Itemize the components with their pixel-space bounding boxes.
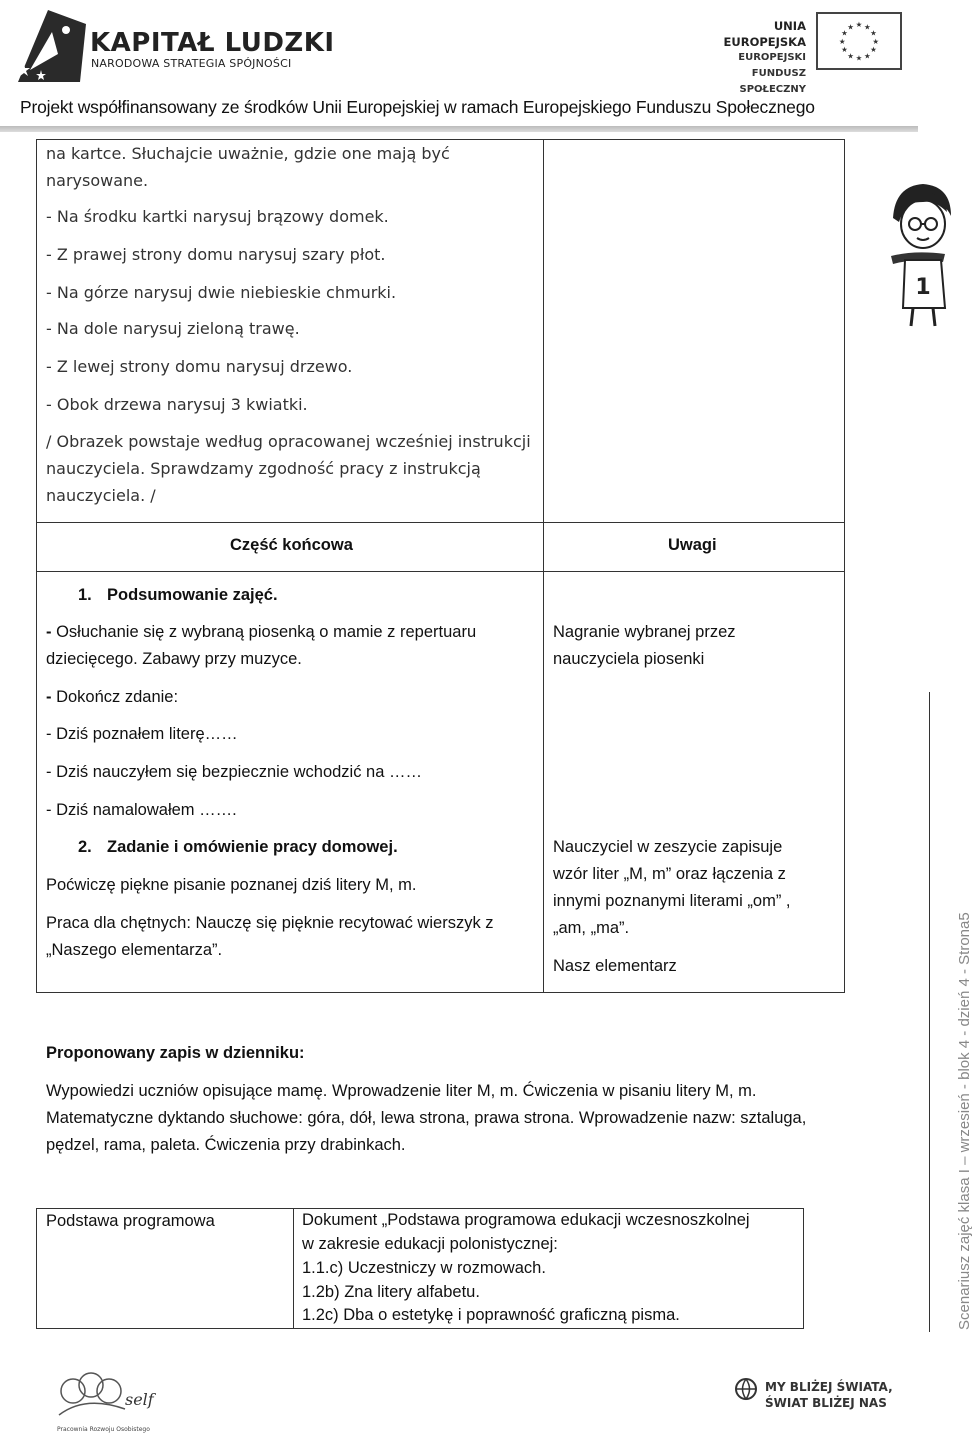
- project-funding-line: Projekt współfinansowany ze środków Unii Europejskiej w ramach Europejskiego Funduszu Społecznego: [20, 97, 815, 117]
- activity-line: / Obrazek powstaje według opracowanej wcześniej instrukcji: [46, 432, 531, 451]
- kapital-ludzki-logo: [8, 4, 88, 84]
- eu-star-icon: ★: [872, 36, 880, 46]
- eu-star-icon: ★: [870, 28, 877, 38]
- finish-sentence-label: [46, 684, 178, 711]
- eu-star-icon: ★: [847, 51, 854, 61]
- curriculum-line-2: w zakresie edukacji polonistycznej:: [302, 1235, 558, 1253]
- journal-line-1: Wypowiedzi uczniów opisujące mamę. Wprowadzenie liter M, m. Ćwiczenia w pisaniu litery M, m.: [46, 1082, 757, 1100]
- homework-2-line-2: „Naszego elementarza”.: [46, 941, 223, 959]
- curr-border-left: [36, 1208, 37, 1329]
- curriculum-line-4: 1.2b) Zna litery alfabetu.: [302, 1283, 480, 1301]
- eu-line-3: FUNDUSZ SPOŁECZNY: [739, 68, 806, 95]
- item-2-number: 2.: [78, 838, 92, 856]
- finish-text: Dokończ zdanie:: [51, 688, 179, 706]
- finish-dash: -: [46, 688, 52, 706]
- item-2-title: Zadanie i omówienie pracy domowej.: [107, 838, 398, 856]
- song-line-2: dziecięcego. Zabawy przy muzyce.: [46, 650, 302, 668]
- eu-star-icon: ★: [838, 36, 846, 46]
- activity-line: - Na środku kartki narysuj brązowy domek.: [46, 207, 389, 226]
- table-row-divider-2: [36, 571, 845, 572]
- table-row-divider-1: [36, 522, 845, 523]
- side-vertical-rule: [929, 692, 930, 1332]
- eu-text-block: [690, 18, 806, 98]
- globe-icon: [735, 1374, 757, 1404]
- note-hw-line-3: innymi poznanymi literami „om” ,: [553, 892, 791, 910]
- eu-star-icon: ★: [847, 22, 854, 32]
- mascot-number: 1: [915, 275, 931, 300]
- side-running-text: Scenariusz zajęć klasa I – wrzesień - blok 4 - dzień 4 - Strona5: [956, 912, 973, 1330]
- activity-line: - Z lewej strony domu narysuj drzewo.: [46, 357, 353, 376]
- motto-line-1: MY BLIŻEJ ŚWIATA,: [765, 1380, 893, 1394]
- self-logo: [55, 1365, 165, 1435]
- curr-column-divider: [293, 1208, 294, 1329]
- item-1-title: Podsumowanie zajęć.: [107, 586, 278, 604]
- activity-line: nauczyciela. Sprawdzamy zgodność pracy z instrukcją: [46, 459, 481, 478]
- pupil-mascot-icon: [885, 178, 957, 328]
- sentence-2: - Dziś nauczyłem się bezpiecznie wchodzić na ……: [46, 763, 422, 781]
- self-caption: Pracownia Rozwoju Osobistego: [57, 1426, 150, 1433]
- table-column-divider: [543, 139, 544, 993]
- table-border-left: [36, 139, 37, 993]
- activity-line: nauczyciela. /: [46, 486, 156, 505]
- eu-star-icon: ★: [864, 22, 871, 32]
- eu-line-2: EUROPEJSKI: [738, 52, 806, 63]
- curr-border-right: [803, 1208, 804, 1329]
- motto-line-2: ŚWIAT BLIŻEJ NAS: [765, 1396, 887, 1410]
- journal-line-3: pędzel, rama, paleta. Ćwiczenia przy drabinkach.: [46, 1136, 406, 1154]
- note-hw-line-2: wzór liter „M, m” oraz łączenia z: [553, 865, 786, 883]
- activity-line: - Obok drzewa narysuj 3 kwiatki.: [46, 395, 308, 414]
- final-part-header: Część końcowa: [230, 536, 353, 554]
- note-hw-line-4: „am, „ma”.: [553, 919, 630, 937]
- activity-line: - Z prawej strony domu narysuj szary płot.: [46, 245, 386, 264]
- activity-line: - Na dole narysuj zieloną trawę.: [46, 319, 300, 338]
- curr-border-bottom: [36, 1328, 804, 1329]
- notes-header: Uwagi: [668, 536, 717, 554]
- activity-line: - Na górze narysuj dwie niebieskie chmurki.: [46, 283, 397, 302]
- curriculum-line-5: 1.2c) Dba o estetykę i poprawność graficzną pisma.: [302, 1306, 680, 1324]
- sentence-1: - Dziś poznałem literę……: [46, 725, 238, 743]
- self-mark: self: [125, 1390, 154, 1409]
- homework-2-line-1: Praca dla chętnych: Nauczę się pięknie recytować wierszyk z: [46, 914, 494, 932]
- homework-1: Poćwiczę piękne pisanie poznanej dziś litery M, m.: [46, 876, 417, 894]
- table-border-bottom: [36, 992, 845, 993]
- journal-title: Proponowany zapis w dzienniku:: [46, 1044, 305, 1062]
- side-running-text-container: [936, 700, 973, 1330]
- song-text-1: Osłuchanie się z wybraną piosenką o mamie z repertuaru: [51, 623, 477, 641]
- note-hw-line-1: Nauczyciel w zeszycie zapisuje: [553, 838, 783, 856]
- eu-flag-icon: [816, 12, 902, 70]
- eu-star-icon: ★: [841, 45, 848, 55]
- header-divider: [0, 126, 918, 132]
- eu-star-icon: ★: [855, 53, 863, 63]
- activity-line: narysowane.: [46, 171, 149, 190]
- eu-star-icon: ★: [855, 20, 863, 30]
- curriculum-line-3: 1.1.c) Uczestniczy w rozmowach.: [302, 1259, 546, 1277]
- note-hw-line-5: Nasz elementarz: [553, 957, 677, 975]
- table-border-right: [844, 139, 845, 993]
- curriculum-line-1: Dokument „Podstawa programowa edukacji wczesnoszkolnej: [302, 1211, 750, 1229]
- eu-star-icon: ★: [841, 28, 848, 38]
- eu-line-1: UNIA EUROPEJSKA: [723, 19, 806, 49]
- brand-subtitle: NARODOWA STRATEGIA SPÓJNOŚCI: [91, 57, 292, 70]
- song-line-1: [46, 619, 476, 646]
- eu-star-icon: ★: [870, 45, 877, 55]
- note-song-line-2: nauczyciela piosenki: [553, 650, 705, 668]
- journal-line-2: Matematyczne dyktando słuchowe: góra, dół, lewa strona, prawa strona. Wprowadzenie nazw: sztaluga,: [46, 1109, 807, 1127]
- item-1-number: 1.: [78, 586, 92, 604]
- sentence-3: - Dziś namalowałem …….: [46, 801, 237, 819]
- eu-star-icon: ★: [864, 51, 871, 61]
- song-dash: -: [46, 623, 52, 641]
- activity-line: na kartce. Słuchajcie uważnie, gdzie one mają być: [46, 144, 450, 163]
- note-song-line-1: Nagranie wybranej przez: [553, 623, 736, 641]
- brand-title: KAPITAŁ LUDZKI: [90, 28, 335, 58]
- curriculum-label: Podstawa programowa: [46, 1212, 215, 1230]
